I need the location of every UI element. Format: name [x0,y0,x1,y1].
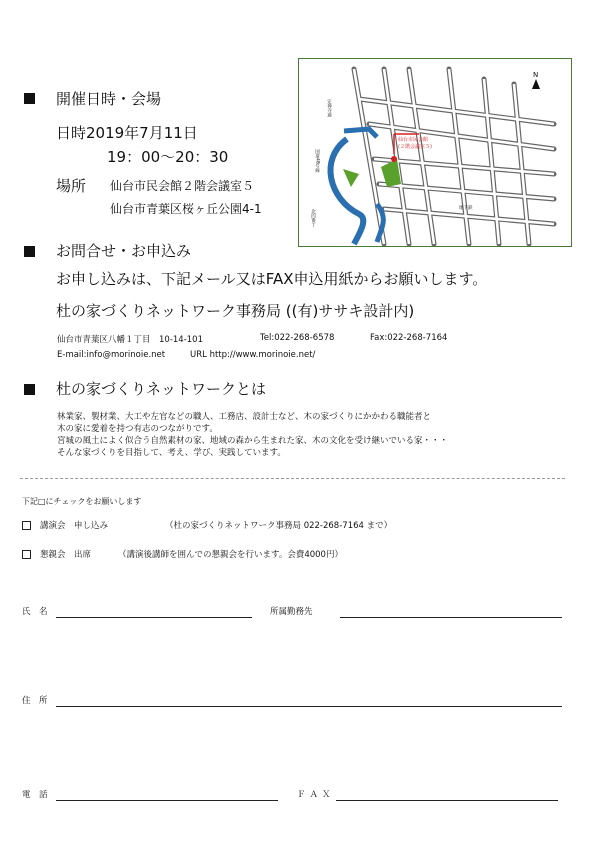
contact-line1: お申し込みは、下記メール又はFAX申込用紙からお願いします。 [56,270,488,288]
map-venue-label: 仙台市民会館 [398,137,429,143]
address-label: 住 所 [22,696,48,706]
affiliation-label: 所属勤務先 [270,607,313,617]
address-field[interactable] [56,706,562,707]
map-road-label-2: 国道48号線 [314,149,320,173]
phone-label: 電 話 [22,790,48,800]
party-note: （講演後講師を囲んでの懇親会を行います。会費4000円） [118,550,343,560]
venue-marker [391,156,397,162]
map-venue-note: (２階会議室５) [398,144,432,150]
affiliation-field[interactable] [340,617,562,618]
fax-label: ＦＡＸ [297,790,335,800]
venue-map [298,58,572,247]
place-label: 場所 [56,177,87,195]
contact-fax: Fax:022-268-7164 [370,333,448,343]
contact-email[interactable]: E-mail:info@morinoie.net [57,350,166,360]
event-date: 日時2019年7月11日 [56,124,198,142]
phone-field[interactable] [56,800,278,801]
name-label: 氏 名 [22,607,48,617]
contact-address: 仙台市青葉区八幡１丁目 10-14-101 [57,335,203,345]
river-path [330,139,363,244]
map-station-label: 地下鉄 [459,206,473,211]
lecture-checkbox[interactable] [22,521,31,530]
north-arrow-icon [532,79,540,89]
name-field[interactable] [56,617,252,618]
about-line-1: 林業家、製材業、大工や左官などの職人、工務店、設計士など、木の家づくりにかかわる職能者と [57,412,432,422]
party-checkbox[interactable] [22,550,31,559]
about-line-4: そんな家づくりを目指して、考え、学び、実践しています。 [57,448,286,458]
map-road-label-1: 定禅寺通 [326,99,332,117]
section1-title: 開催日時・会場 [56,90,162,108]
place-address: 仙台市青葉区桜ヶ丘公園4-1 [110,202,262,216]
lecture-label: 講演会 申し込み [40,521,109,531]
contact-url[interactable]: URL http://www.morinoie.net/ [190,350,316,360]
about-line-2: 木の家に愛着を持つ有志のつながりです。 [57,424,218,434]
map-north-label: N [533,71,539,79]
section3-title: 杜の家づくりネットワークとは [56,380,267,398]
section2-title: お問合せ・お申込み [56,242,192,260]
map-drawing [299,59,571,246]
contact-line2: 杜の家づくりネットワーク事務局 ((有)ササキ設計内) [56,302,415,320]
section2-bullet [24,246,35,257]
place-name: 仙台市民会館２階会議室５ [110,179,255,193]
fax-field[interactable] [336,800,558,801]
section1-bullet [24,93,35,104]
section3-bullet [24,384,35,395]
event-time: 19：00～20：30 [107,148,229,166]
about-line-3: 宮城の風土によく似合う自然素材の家、地域の森から生まれた家、木の文化を受け継いでいる家・・・ [57,436,449,446]
form-instruction: 下記□にチェックをお願いします [22,497,142,506]
contact-tel: Tel:022-268-6578 [260,333,335,343]
lecture-note: （杜の家づくりネットワーク事務局 022-268-7164 まで） [165,521,393,531]
map-road-label-3: 北四番丁 [310,209,316,227]
party-label: 懇親会 出席 [40,550,92,560]
cut-line [20,478,565,479]
